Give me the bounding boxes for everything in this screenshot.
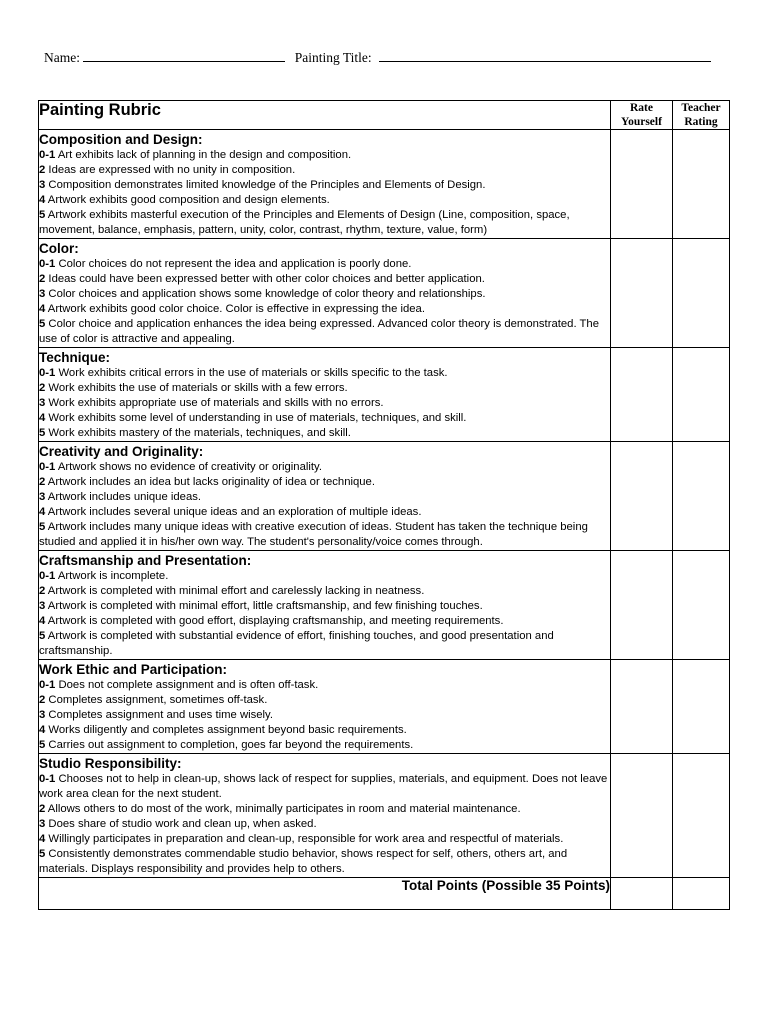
rate-yourself-cell[interactable]	[611, 239, 673, 348]
criterion-line	[39, 411, 610, 426]
score-level: 4	[39, 412, 46, 424]
criterion-text: Artwork includes many unique ideas with creative execution of ideas. Student has taken the technique being studied and applied it in his/her own way. The student's personality/voice comes through.	[39, 521, 588, 548]
rubric-category-row	[39, 442, 730, 551]
criterion-line	[39, 614, 610, 629]
score-level: 3	[39, 397, 46, 409]
criterion-text: Color choices do not represent the idea and application is poorly done.	[55, 258, 412, 270]
criterion-text: Artwork exhibits good composition and design elements.	[45, 194, 330, 206]
criterion-line	[39, 366, 610, 381]
teacher-rating-cell[interactable]	[673, 130, 730, 239]
category-criteria-cell	[39, 754, 611, 878]
category-title: Creativity and Originality:	[39, 444, 204, 459]
criterion-text: Allows others to do most of the work, minimally participates in room and material maintenance.	[45, 803, 521, 815]
criterion-text: Color choices and application shows some knowledge of color theory and relationships.	[45, 288, 486, 300]
criterion-text: Consistently demonstrates commendable studio behavior, shows respect for self, others, others art, and materials. Displays responsibility and provides help to others.	[39, 848, 568, 875]
category-title: Composition and Design:	[39, 132, 203, 147]
rate-yourself-cell[interactable]	[611, 130, 673, 239]
score-level: 3	[39, 288, 46, 300]
category-criteria-cell	[39, 348, 611, 442]
score-level: 2	[39, 164, 46, 176]
score-level: 2	[39, 382, 46, 394]
category-title: Studio Responsibility:	[39, 756, 182, 771]
criterion-line	[39, 490, 610, 505]
rubric-category-row	[39, 239, 730, 348]
criterion-line	[39, 599, 610, 614]
criterion-line	[39, 584, 610, 599]
teacher-rating-cell[interactable]	[673, 442, 730, 551]
score-level: 0-1	[39, 258, 56, 270]
painting-title-label: Painting Title:	[294, 50, 372, 65]
score-level: 3	[39, 179, 46, 191]
criterion-line	[39, 163, 610, 178]
score-level: 5	[39, 630, 46, 642]
criterion-text: Work exhibits appropriate use of materials and skills with no errors.	[45, 397, 384, 409]
score-level: 4	[39, 194, 46, 206]
rate-yourself-cell[interactable]	[611, 551, 673, 660]
score-level: 3	[39, 600, 46, 612]
criterion-text: Willingly participates in preparation and clean-up, responsible for work area and respectful of materials.	[45, 833, 564, 845]
rate-yourself-header: Rate Yourself	[611, 101, 673, 130]
criterion-text: Artwork is completed with substantial evidence of effort, finishing touches, and good presentation and craftsmanship.	[39, 630, 554, 657]
total-row	[39, 878, 730, 910]
criterion-line	[39, 693, 610, 708]
criterion-line	[39, 148, 610, 163]
criterion-text: Carries out assignment to completion, goes far beyond the requirements.	[45, 739, 414, 751]
criterion-text: Artwork includes several unique ideas and an exploration of multiple ideas.	[45, 506, 422, 518]
score-level: 2	[39, 585, 46, 597]
score-level: 0-1	[39, 773, 56, 785]
category-criteria-cell	[39, 442, 611, 551]
rate-yourself-cell[interactable]	[611, 348, 673, 442]
criterion-line	[39, 317, 610, 347]
score-level: 0-1	[39, 149, 56, 161]
criterion-line	[39, 723, 610, 738]
category-criteria-cell	[39, 551, 611, 660]
criterion-line	[39, 396, 610, 411]
teacher-rating-cell[interactable]	[673, 660, 730, 754]
criterion-text: Completes assignment and uses time wisely.	[45, 709, 274, 721]
teacher-rating-cell[interactable]	[673, 754, 730, 878]
score-level: 4	[39, 615, 46, 627]
rubric-category-row	[39, 130, 730, 239]
criterion-text: Artwork is completed with minimal effort, little craftsmanship, and few finishing touches.	[45, 600, 483, 612]
criterion-line	[39, 475, 610, 490]
score-level: 4	[39, 724, 46, 736]
criterion-line	[39, 678, 610, 693]
criterion-text: Ideas could have been expressed better with other color choices and better application.	[45, 273, 485, 285]
category-title: Technique:	[39, 350, 111, 365]
criterion-line	[39, 287, 610, 302]
rubric-category-row	[39, 551, 730, 660]
criterion-line	[39, 569, 610, 584]
category-title: Craftsmanship and Presentation:	[39, 553, 252, 568]
score-level: 5	[39, 209, 46, 221]
criterion-line	[39, 460, 610, 475]
name-label: Name:	[44, 50, 80, 65]
criterion-line	[39, 708, 610, 723]
painting-rubric-table	[38, 100, 730, 910]
score-level: 5	[39, 521, 46, 533]
category-criteria-cell	[39, 239, 611, 348]
criterion-text: Completes assignment, sometimes off-task.	[45, 694, 268, 706]
criterion-line	[39, 505, 610, 520]
score-level: 3	[39, 709, 46, 721]
criterion-text: Works diligently and completes assignment beyond basic requirements.	[45, 724, 407, 736]
total-teacher-cell[interactable]	[673, 878, 730, 910]
rubric-header-row	[39, 101, 730, 130]
score-level: 0-1	[39, 461, 56, 473]
criterion-text: Artwork is completed with good effort, displaying craftsmanship, and meeting requirements.	[45, 615, 504, 627]
score-level: 0-1	[39, 367, 56, 379]
criterion-text: Artwork includes an idea but lacks originality of idea or technique.	[45, 476, 375, 488]
criterion-line	[39, 802, 610, 817]
score-level: 4	[39, 833, 46, 845]
score-level: 2	[39, 273, 46, 285]
criterion-line	[39, 738, 610, 753]
criterion-line	[39, 772, 610, 802]
score-level: 4	[39, 506, 46, 518]
criterion-line	[39, 257, 610, 272]
score-level: 5	[39, 427, 46, 439]
criterion-line	[39, 193, 610, 208]
criterion-text: Does share of studio work and clean up, when asked.	[45, 818, 317, 830]
criterion-line	[39, 817, 610, 832]
total-points-label: Total Points (Possible 35 Points)	[39, 878, 611, 910]
criterion-text: Color choice and application enhances the idea being expressed. Advanced color theory is demonstrated. The use of color is attractive and appealing.	[39, 318, 599, 345]
rubric-category-row	[39, 754, 730, 878]
painting-title-blank[interactable]	[379, 47, 711, 62]
total-self-cell[interactable]	[611, 878, 673, 910]
score-level: 5	[39, 848, 46, 860]
category-title: Color:	[39, 241, 79, 256]
criterion-text: Chooses not to help in clean-up, shows lack of respect for supplies, materials, and equipment. Does not leave work area clean for the next student.	[39, 773, 608, 800]
teacher-rating-cell[interactable]	[673, 551, 730, 660]
criterion-line	[39, 272, 610, 287]
score-level: 0-1	[39, 570, 56, 582]
student-info-line	[44, 47, 724, 66]
criterion-text: Artwork exhibits masterful execution of the Principles and Elements of Design (Line, composition, space, movement, balance, emphasis, pattern, unity, color, contrast, rhythm, texture, value, form)	[39, 209, 570, 236]
score-level: 2	[39, 803, 46, 815]
criterion-line	[39, 381, 610, 396]
criterion-text: Art exhibits lack of planning in the design and composition.	[55, 149, 352, 161]
criterion-line	[39, 629, 610, 659]
name-blank[interactable]	[83, 47, 285, 62]
criterion-line	[39, 302, 610, 317]
criterion-line	[39, 832, 610, 847]
criterion-text: Work exhibits the use of materials or skills with a few errors.	[45, 382, 348, 394]
criterion-text: Artwork is completed with minimal effort and carelessly lacking in neatness.	[45, 585, 425, 597]
category-title: Work Ethic and Participation:	[39, 662, 228, 677]
score-level: 2	[39, 694, 46, 706]
score-level: 3	[39, 818, 46, 830]
rate-yourself-cell[interactable]	[611, 660, 673, 754]
criterion-text: Work exhibits critical errors in the use of materials or skills specific to the task.	[55, 367, 448, 379]
criterion-line	[39, 426, 610, 441]
criterion-line	[39, 847, 610, 877]
criterion-text: Artwork includes unique ideas.	[45, 491, 202, 503]
category-criteria-cell	[39, 130, 611, 239]
teacher-rating-cell[interactable]	[673, 239, 730, 348]
score-level: 0-1	[39, 679, 56, 691]
criterion-line	[39, 208, 610, 238]
rubric-category-row	[39, 348, 730, 442]
score-level: 3	[39, 491, 46, 503]
rate-yourself-cell[interactable]	[611, 754, 673, 878]
criterion-text: Does not complete assignment and is often off-task.	[55, 679, 319, 691]
criterion-text: Work exhibits some level of understanding in use of materials, techniques, and skill.	[45, 412, 467, 424]
score-level: 4	[39, 303, 46, 315]
score-level: 2	[39, 476, 46, 488]
criterion-line	[39, 520, 610, 550]
score-level: 5	[39, 739, 46, 751]
teacher-rating-cell[interactable]	[673, 348, 730, 442]
rubric-title: Painting Rubric	[39, 101, 611, 130]
teacher-rating-header: Teacher Rating	[673, 101, 730, 130]
criterion-text: Composition demonstrates limited knowledge of the Principles and Elements of Design.	[45, 179, 486, 191]
criterion-text: Work exhibits mastery of the materials, techniques, and skill.	[45, 427, 351, 439]
rubric-category-row	[39, 660, 730, 754]
criterion-text: Artwork exhibits good color choice. Color is effective in expressing the idea.	[45, 303, 425, 315]
criterion-line	[39, 178, 610, 193]
criterion-text: Artwork shows no evidence of creativity or originality.	[55, 461, 322, 473]
category-criteria-cell	[39, 660, 611, 754]
criterion-text: Artwork is incomplete.	[55, 570, 169, 582]
score-level: 5	[39, 318, 46, 330]
criterion-text: Ideas are expressed with no unity in composition.	[45, 164, 296, 176]
rate-yourself-cell[interactable]	[611, 442, 673, 551]
